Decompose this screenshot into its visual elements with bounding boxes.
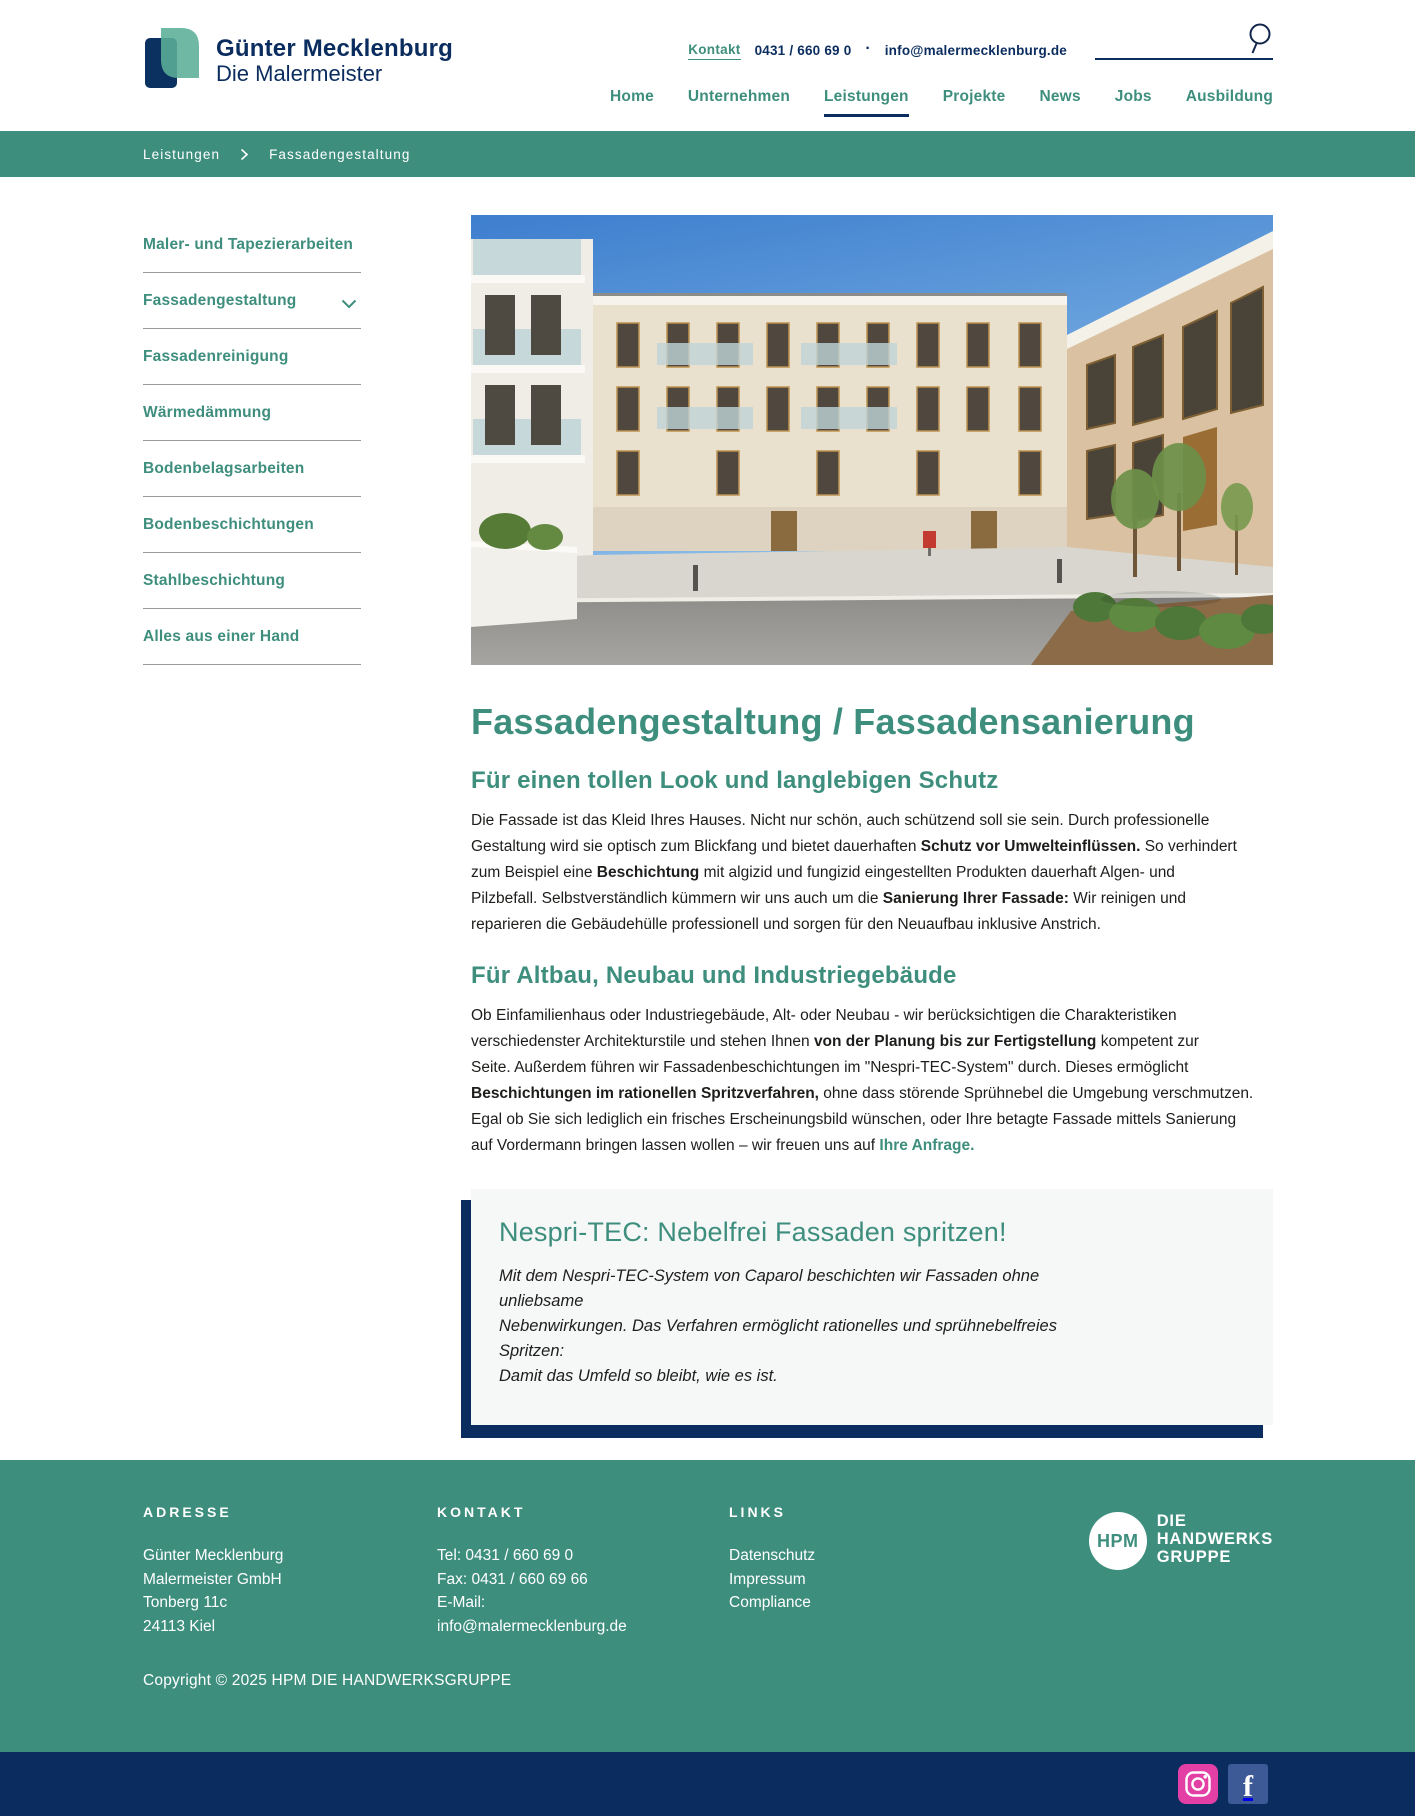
email-label: E-Mail: bbox=[437, 1594, 486, 1611]
footer-address-title: ADRESSE bbox=[143, 1504, 232, 1520]
nav-item-jobs[interactable]: Jobs bbox=[1114, 88, 1152, 105]
section-heading-1: Für einen tollen Look und langlebigen Schutz bbox=[471, 767, 999, 794]
sidebar-item-label: Fassadengestaltung bbox=[143, 291, 297, 309]
brand-name: Günter Mecklenburg bbox=[216, 34, 453, 62]
sidebar-item-bodenbelagsarbeiten[interactable] bbox=[143, 441, 361, 497]
address-line: Tonberg 11c bbox=[143, 1594, 228, 1611]
breadcrumb bbox=[0, 131, 1415, 177]
email-link[interactable]: info@malermecklenburg.de bbox=[884, 43, 1067, 58]
sidebar-item-alles-aus-einer-hand[interactable] bbox=[143, 609, 361, 665]
search-box bbox=[1095, 26, 1273, 60]
hero-image bbox=[471, 215, 1273, 665]
main-nav bbox=[610, 88, 1273, 117]
hpm-text-line: HANDWERKS bbox=[1156, 1530, 1273, 1548]
footer-contact-title: KONTAKT bbox=[437, 1504, 526, 1520]
content bbox=[0, 177, 1415, 1498]
sidebar-item-label: Alles aus einer Hand bbox=[143, 627, 300, 645]
sidebar-item-label: Fassadenreinigung bbox=[143, 347, 289, 365]
utility-bar bbox=[688, 26, 1273, 60]
sidebar bbox=[143, 215, 361, 1498]
footer bbox=[0, 1460, 1415, 1752]
address-line: 24113 Kiel bbox=[143, 1617, 216, 1635]
nav-item-ausbildung[interactable]: Ausbildung bbox=[1185, 88, 1273, 105]
sidebar-item-label: Bodenbeschichtungen bbox=[143, 515, 314, 533]
footer-links-title: LINKS bbox=[729, 1504, 786, 1520]
phone-line: Tel: 0431 / 660 69 0 bbox=[437, 1547, 574, 1564]
hpm-text-line: GRUPPE bbox=[1156, 1548, 1232, 1566]
inline-link[interactable]: Ihre Anfrage. bbox=[879, 1137, 975, 1154]
logo-icon bbox=[143, 26, 201, 95]
sidebar-item-bodenbeschichtungen[interactable] bbox=[143, 497, 361, 553]
logo[interactable] bbox=[143, 26, 453, 95]
site-header bbox=[0, 0, 1415, 131]
page-title: Fassadengestaltung / Fassadensanierung bbox=[471, 701, 1195, 742]
footer-links-column bbox=[729, 1504, 969, 1615]
sidebar-item-fassadenreinigung[interactable] bbox=[143, 329, 361, 385]
section-heading-2: Für Altbau, Neubau und Industriegebäude bbox=[471, 962, 957, 989]
facebook-f-glyph: f bbox=[1243, 1770, 1253, 1803]
breadcrumb-current: Fassadengestaltung bbox=[269, 146, 411, 162]
hpm-text-line: DIE bbox=[1156, 1512, 1187, 1530]
separator-dot: · bbox=[865, 40, 871, 57]
nav-item-news[interactable]: News bbox=[1039, 88, 1081, 105]
hpm-logo-circle: HPM bbox=[1089, 1512, 1147, 1570]
paragraph-2: Ob Einfamilienhaus oder Industriegebäude, Alt- oder Neubau - wir berücksichtigen die Charakteristiken verschiedenster Architekturstile und stehen Ihnen von der Planung bis zur Fertigstellung kompetent zur Seite. Außerdem führen wir Fassadenbeschichtungen im "Nespri-TEC-System" durch. Dieses ermöglicht Beschichtungen im rationellen Spritzverfahren, ohne dass störende Sprühnebel die Umgebung verschmutzen. Egal ob Sie sich lediglich ein frisches Erscheinungsbild wünschen, oder Ihre betagte Fassade mittels Sanierung auf Vordermann bringen lassen wollen – wir freuen uns auf Ihre Anfrage. bbox=[471, 1007, 1254, 1154]
fax-line: Fax: 0431 / 660 69 66 bbox=[437, 1570, 588, 1588]
phone-number: 0431 / 660 69 0 bbox=[754, 43, 852, 58]
copyright: Copyright © 2025 HPM DIE HANDWERKSGRUPPE bbox=[143, 1672, 512, 1689]
address-line: Malermeister GmbH bbox=[143, 1570, 282, 1588]
footer-contact-column bbox=[437, 1504, 729, 1638]
chevron-right-icon bbox=[240, 148, 249, 161]
infobox bbox=[471, 1189, 1273, 1425]
search-icon[interactable] bbox=[1245, 22, 1275, 58]
footer-address-column bbox=[143, 1504, 437, 1638]
footer-email-link[interactable]: info@malermecklenburg.de bbox=[437, 1617, 627, 1635]
sidebar-item-fassadengestaltung[interactable] bbox=[143, 273, 361, 329]
nav-item-projekte[interactable]: Projekte bbox=[942, 88, 1006, 105]
instagram-icon[interactable] bbox=[1178, 1764, 1218, 1804]
sidebar-item-label: Stahlbeschichtung bbox=[143, 571, 286, 589]
paragraph-1: Die Fassade ist das Kleid Ihres Hauses. Nicht nur schön, auch schützend soll sie sein. Durch professionelle Gestaltung wird sie optisch zum Blickfang und bietet dauerhaften Schutz vor Umwelteinflüssen. So verhindert zum Beispiel eine Beschichtung mit algizid und fungizid eingestellten Produkten dauerhaft Algen- und Pilzbefall. Selbstverständlich kümmern wir uns auch um die Sanierung Ihrer Fassade: Wir reinigen und reparieren die Gebäudehülle professionell und sorgen für den Neuaufbau inklusive Anstrich. bbox=[471, 812, 1237, 933]
footer-link-compliance[interactable]: Compliance bbox=[729, 1594, 811, 1611]
breadcrumb-link-leistungen[interactable]: Leistungen bbox=[143, 146, 221, 162]
brand-tagline: Die Malermeister bbox=[216, 60, 383, 86]
sidebar-item-label: Maler- und Tapezierarbeiten bbox=[143, 235, 354, 253]
infobox-text: Mit dem Nespri-TEC-System von Caparol beschichten wir Fassaden ohne unliebsame Nebenwirkungen. Das Verfahren ermöglicht rationelles und sprühnebelfreies Spritzen: Damit das Umfeld so bleibt, wie es ist. bbox=[499, 1267, 1057, 1385]
sidebar-item-label: Wärmedämmung bbox=[143, 403, 272, 421]
hpm-logo bbox=[1089, 1512, 1273, 1570]
address-line: Günter Mecklenburg bbox=[143, 1547, 284, 1564]
chevron-down-icon bbox=[341, 296, 357, 306]
nav-item-unternehmen[interactable]: Unternehmen bbox=[687, 88, 791, 105]
infobox-title: Nespri-TEC: Nebelfrei Fassaden spritzen! bbox=[499, 1217, 1007, 1247]
nav-item-home[interactable]: Home bbox=[610, 88, 654, 105]
footer-link-datenschutz[interactable]: Datenschutz bbox=[729, 1547, 816, 1564]
sidebar-item-maler-und-tapezierarbeiten[interactable] bbox=[143, 217, 361, 273]
sidebar-item-label: Bodenbelagsarbeiten bbox=[143, 459, 305, 477]
social-bar bbox=[0, 1752, 1415, 1816]
kontakt-link[interactable]: Kontakt bbox=[688, 42, 740, 60]
footer-link-impressum[interactable]: Impressum bbox=[729, 1570, 806, 1588]
sidebar-item-waermedaemmung[interactable] bbox=[143, 385, 361, 441]
nav-item-leistungen[interactable]: Leistungen bbox=[824, 88, 909, 117]
facebook-icon[interactable] bbox=[1228, 1764, 1268, 1804]
sidebar-item-stahlbeschichtung[interactable] bbox=[143, 553, 361, 609]
main-content bbox=[471, 215, 1273, 1498]
